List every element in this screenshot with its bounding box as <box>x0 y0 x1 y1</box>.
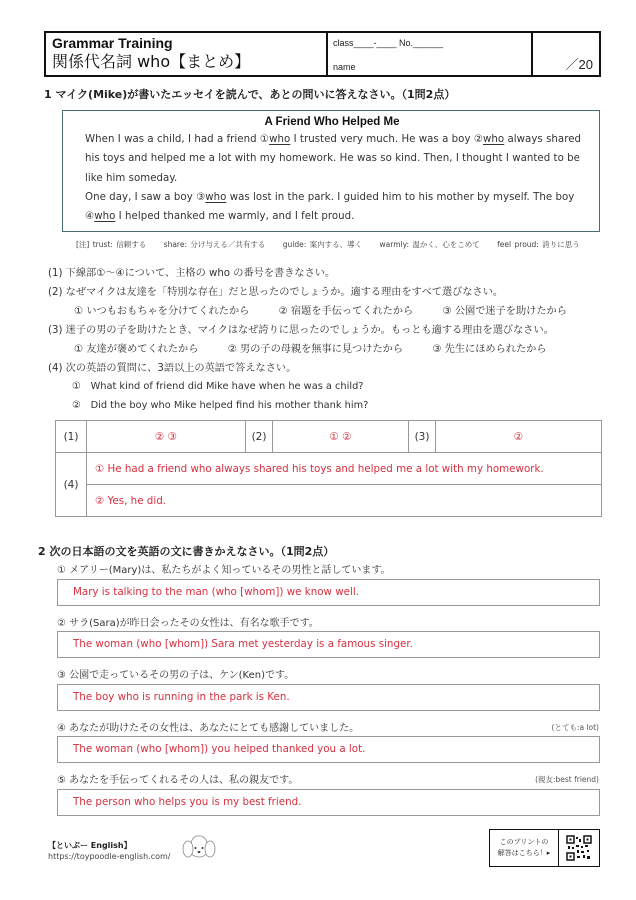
answer-1[interactable]: ② ③ <box>87 421 246 453</box>
q2-option-1: ① いつもおもちゃを分けてくれたから <box>74 306 250 317</box>
question-3-options <box>74 340 573 355</box>
question-4-item-1: ① What kind of friend did Mike have when he was a child? <box>72 381 364 392</box>
note-share: share: 分け与える／共有する <box>163 240 266 249</box>
essay-paragraph-1: When I was a child, I had a friend ①who I trusted very much. He was a boy ②who always shared his toys and helped me a lot with my homework. He was so kind. Then, I thought I wanted to be like him someday. <box>85 134 582 184</box>
note-trust: [注] trust: 信頼する <box>76 240 147 249</box>
s2-prompt-3: ③ 公園で走っているその男の子は、ケン(Ken)です。 <box>57 670 295 681</box>
answer-table <box>55 420 602 517</box>
section-2-title: 2 次の日本語の文を英語の文に書きかえなさい。（1問2点） <box>38 545 335 558</box>
q3-option-2: ② 男の子の母親を無事に見つけたから <box>227 344 404 355</box>
title-english: Grammar Training <box>52 35 173 51</box>
worksheet-header <box>44 31 601 77</box>
answer-qr-box[interactable] <box>489 829 600 867</box>
question-1: (1) 下線部①～④について、主格の who の番号を書きなさい。 <box>48 268 336 279</box>
qr-caption: このプリントの 解答はこちら！▸ <box>490 830 559 866</box>
s2-answer-4[interactable]: The woman (who [whom]) you helped thanked you a lot. <box>57 736 600 763</box>
question-4-item-2: ② Did the boy who Mike helped find his mother thank him? <box>72 400 369 411</box>
s2-answer-2[interactable]: The woman (who [whom]) Sara met yesterday is a famous singer. <box>57 631 600 658</box>
title-cell <box>46 33 328 75</box>
question-2: (2) なぜマイクは友達を「特別な存在」だと思ったのでしょうか。適する理由をすべて選びなさい。 <box>48 287 504 298</box>
brand-url-link[interactable]: https://toypoodle-english.com/ <box>48 852 171 861</box>
answer-2[interactable]: ① ② <box>273 421 409 453</box>
s2-prompt-5: ⑤ あなたを手伝ってくれるその人は、私の親友です。 <box>57 775 299 786</box>
title-japanese: 関係代名詞 who【まとめ】 <box>52 52 251 71</box>
q2-option-3: ③ 公園で迷子を助けたから <box>442 306 567 317</box>
student-info-cell <box>328 33 533 75</box>
answer-label-3: (3) <box>409 421 436 453</box>
s2-hint-4: (とても:a lot) <box>551 723 599 732</box>
answer-4-1[interactable]: ① He had a friend who always shared his toys and helped me a lot with my homework. <box>87 453 602 485</box>
note-warmly: warmly: 温かく、心をこめて <box>379 240 480 249</box>
answer-label-2: (2) <box>246 421 273 453</box>
answer-row-1 <box>56 421 602 453</box>
class-number-field[interactable]: class____-____ No.______ <box>333 38 444 48</box>
essay-box <box>62 110 600 232</box>
q3-option-3: ③ 先生にほめられたから <box>432 344 547 355</box>
vocabulary-notes <box>76 239 594 250</box>
s2-prompt-4: ④ あなたが助けたその女性は、あなたにとても感謝していました。 <box>57 723 360 734</box>
score-cell <box>533 33 599 75</box>
s2-answer-5[interactable]: The person who helps you is my best friend. <box>57 789 600 816</box>
s2-hint-5: (親友:best friend) <box>535 775 599 784</box>
s2-answer-1[interactable]: Mary is talking to the man (who [whom]) we know well. <box>57 579 600 606</box>
qr-code-icon[interactable] <box>559 830 599 866</box>
q2-option-2: ② 宿題を手伝ってくれたから <box>278 306 414 317</box>
note-feel-proud: feel proud: 誇りに思う <box>497 240 580 249</box>
essay-paragraph-2: One day, I saw a boy ③who was lost in the park. I guided him to his mother by myself. The boy ④who I helped thanked me warmly, and I felt proud. <box>85 191 575 223</box>
answer-label-4: (4) <box>56 453 87 517</box>
s2-prompt-1: ① メアリー(Mary)は、私たちがよく知っているその男性と話しています。 <box>57 565 391 576</box>
s2-answer-3[interactable]: The boy who is running in the park is Ken. <box>57 684 600 711</box>
poodle-logo-icon <box>182 832 216 862</box>
answer-3[interactable]: ② <box>436 421 602 453</box>
brand-name: 【といぷー English】 <box>48 841 132 850</box>
q3-option-1: ① 友達が褒めてくれたから <box>74 344 199 355</box>
answer-row-4a <box>56 453 602 485</box>
note-guide: guide: 案内する、導く <box>282 240 363 249</box>
question-2-options <box>74 302 593 317</box>
answer-row-4b <box>56 485 602 517</box>
score-total: ／20 <box>565 57 593 72</box>
s2-prompt-2: ② サラ(Sara)が昨日会ったその女性は、有名な歌手です。 <box>57 618 319 629</box>
answer-label-1: (1) <box>56 421 87 453</box>
answer-4-2[interactable]: ② Yes, he did. <box>87 485 602 517</box>
section-1-title: 1 マイク(Mike)が書いたエッセイを読んで、あとの問いに答えなさい。（1問2点） <box>44 88 456 101</box>
name-field[interactable]: name <box>333 62 356 72</box>
essay-title: A Friend Who Helped Me <box>264 116 400 128</box>
question-4: (4) 次の英語の質問に、3語以上の英語で答えなさい。 <box>48 363 297 374</box>
question-3: (3) 迷子の男の子を助けたとき、マイクはなぜ誇りに思ったのでしょうか。もっとも適する理由を選びなさい。 <box>48 325 554 336</box>
